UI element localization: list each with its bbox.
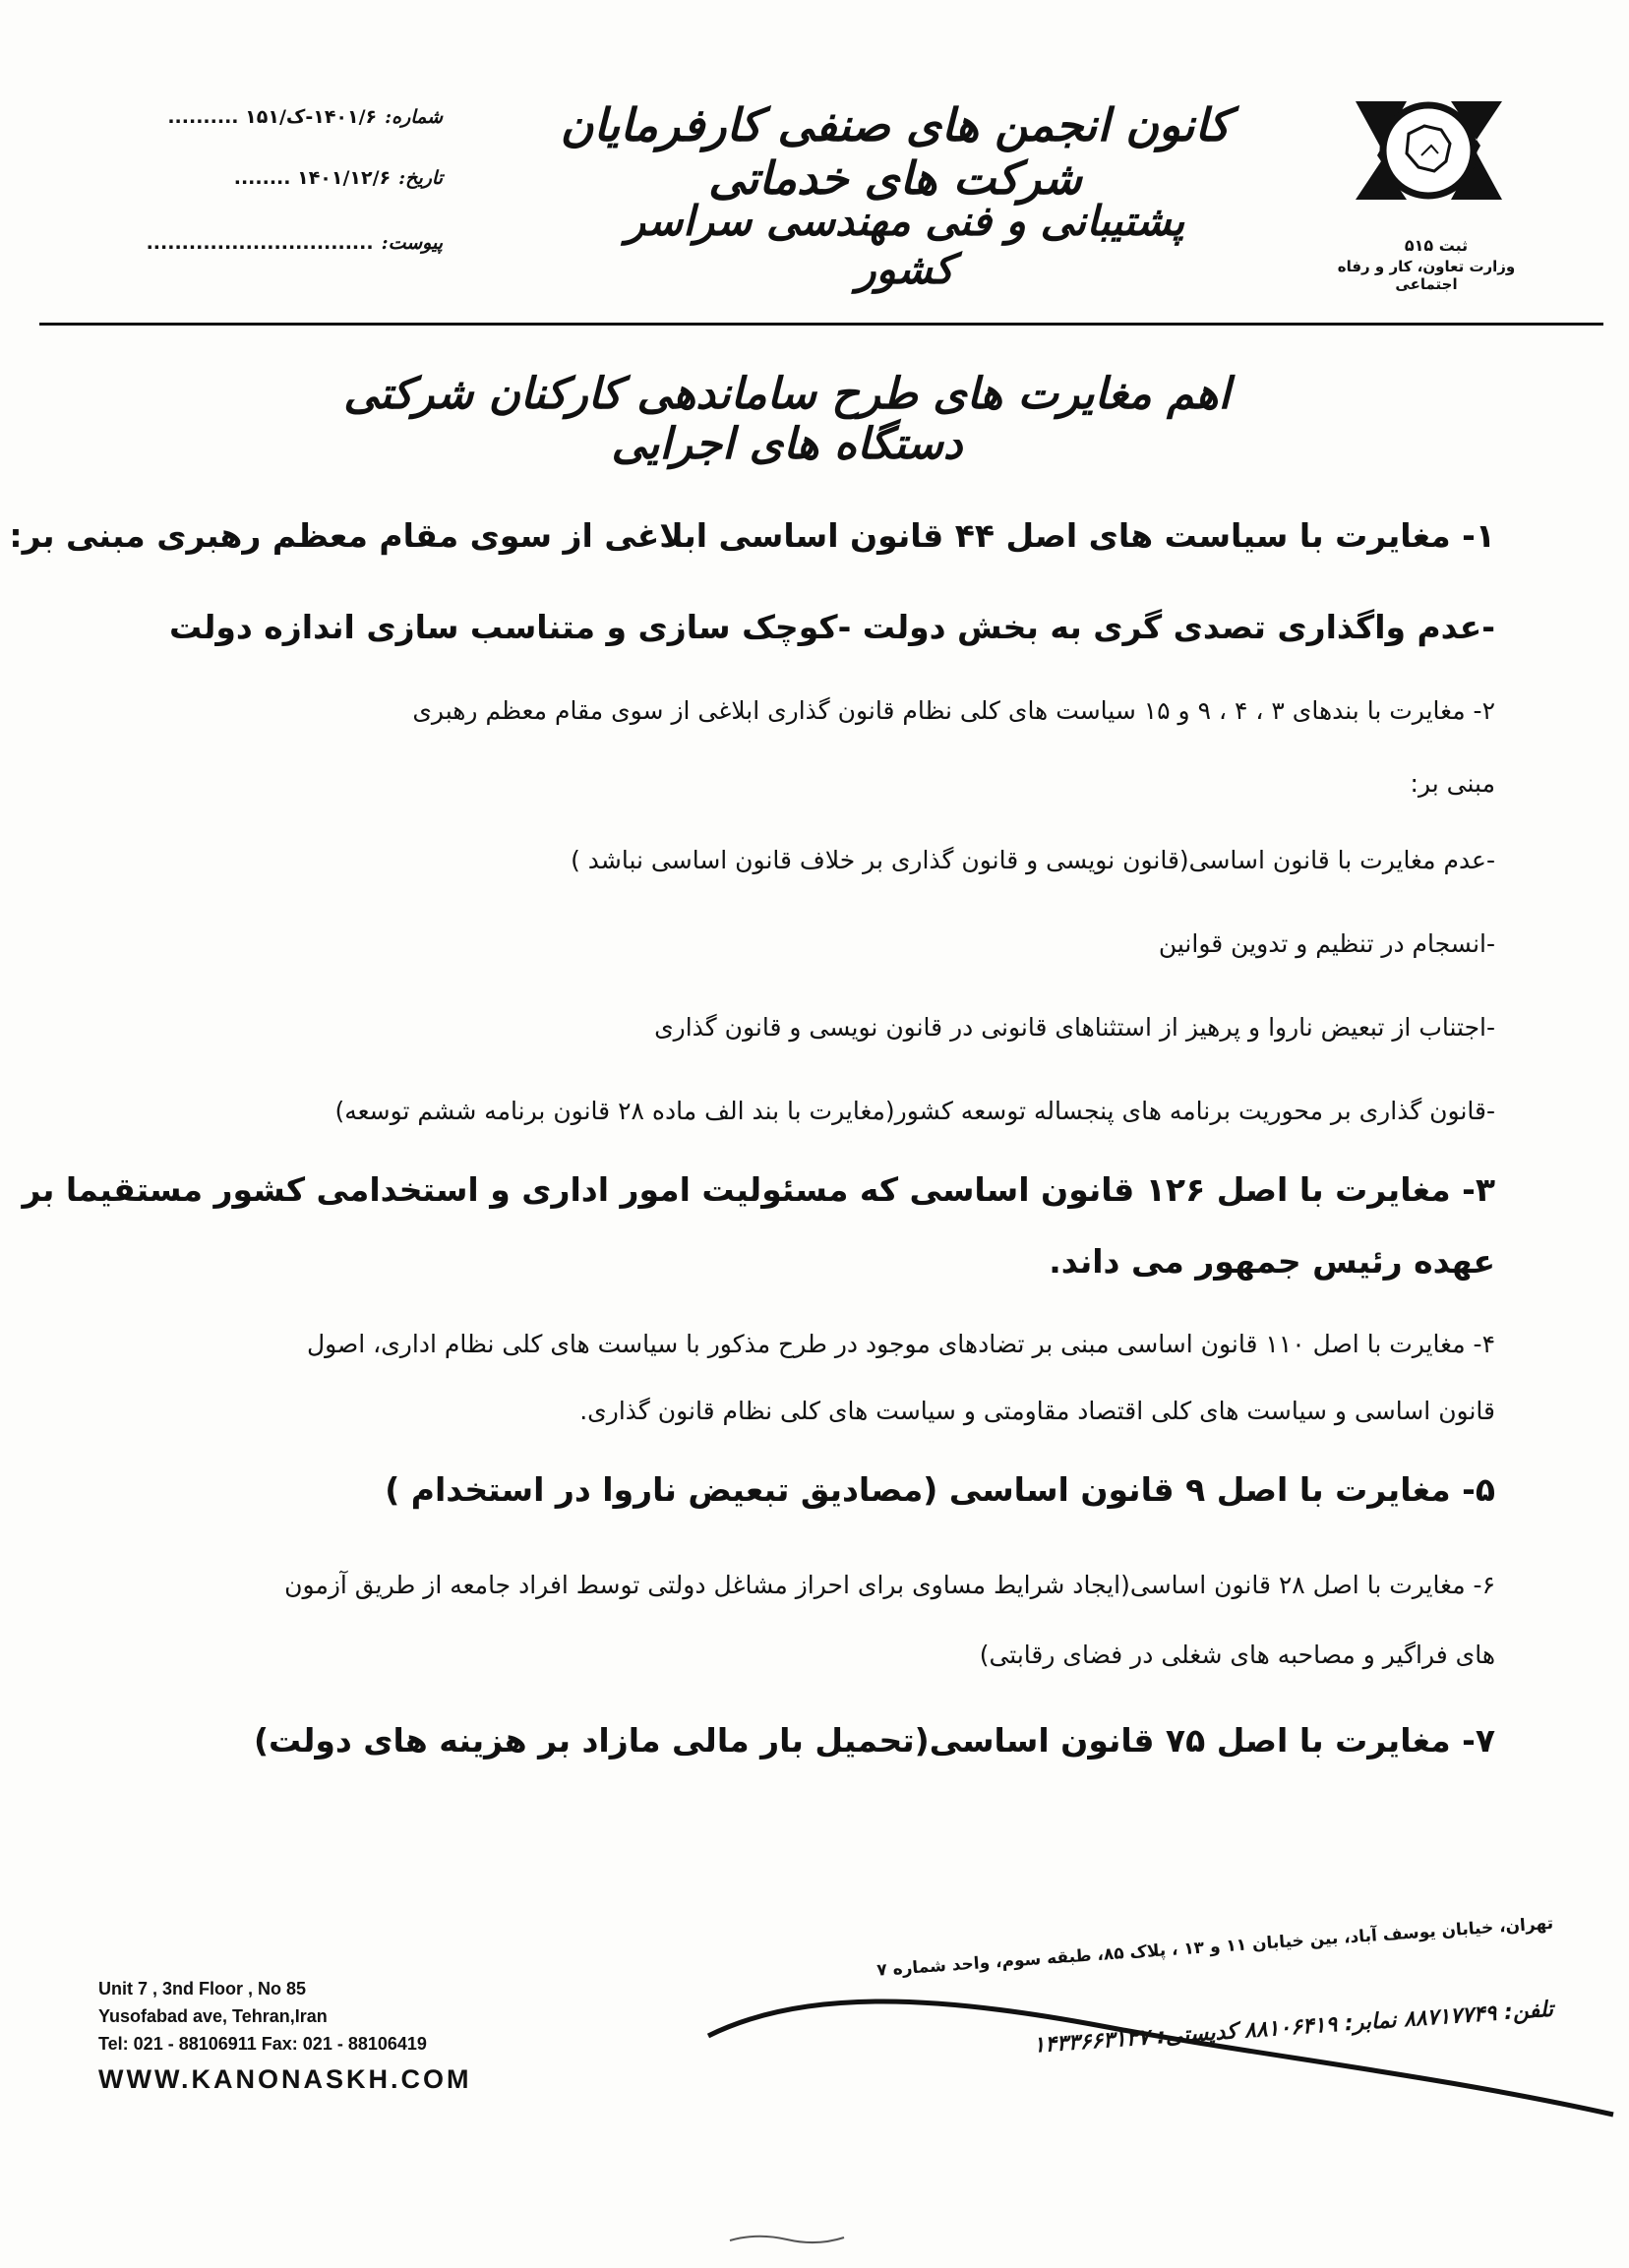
- attachment-value: ................................: [146, 232, 374, 254]
- attachment-label: پیوست:: [381, 232, 443, 254]
- header-divider: [39, 323, 1603, 326]
- letter-date: [128, 167, 443, 189]
- date-label: تاریخ:: [398, 167, 443, 189]
- item-1-detail: -عدم واگذاری تصدی گری به بخش دولت -کوچک سازی و متناسب سازی اندازه دولت: [169, 608, 1495, 646]
- document-title: اهم مغایرت های طرح ساماندهی کارکنان شرکتی دستگاه های اجرایی: [343, 369, 1231, 469]
- item-2-bullet-2: -انسجام در تنظیم و تدوین قوانین: [1158, 929, 1495, 958]
- item-5: ۵- مغایرت با اصل ۹ قانون اساسی (مصادیق تبعیض ناروا در استخدام ): [385, 1470, 1495, 1509]
- letterhead: [0, 0, 1629, 325]
- date-value: ۱۴۰۱/۱۲/۶ ........: [233, 167, 392, 189]
- item-2-bullet-3: -اجتناب از تبعیض ناروا و پرهیز از استثناهای قانونی در قانون نویسی و قانون گذاری: [654, 1013, 1495, 1042]
- registration-number: ثبت ۵۱۵: [1404, 236, 1469, 255]
- item-2-continued: مبنی بر:: [1410, 769, 1495, 798]
- item-2-bullet-4: -قانون گذاری بر محوریت برنامه های پنجساله توسعه کشور(مغایرت با بند الف ماده ۲۸ قانون برنامه ششم توسعه): [334, 1097, 1495, 1125]
- item-6-continued: های فراگیر و مصاحبه های شغلی در فضای رقابتی): [979, 1641, 1495, 1669]
- letter-attachment: [128, 232, 443, 254]
- organization-name: کانون انجمن های صنفی کارفرمایان شرکت های خدماتی: [560, 98, 1231, 205]
- footer-en-line-1: Unit 7 , 3nd Floor , No 85: [98, 1979, 307, 1999]
- footer-address-persian: تهران، خیابان یوسف آباد، بین خیابان ۱۱ و ۱۳ ، پلاک ۸۵، طبقه سوم، واحد شماره ۷: [875, 1913, 1554, 1981]
- scan-mark: [728, 2231, 846, 2246]
- item-3: ۳- مغایرت با اصل ۱۲۶ قانون اساسی که مسئولیت امور اداری و استخدامی کشور مستقیما بر: [22, 1170, 1495, 1209]
- footer-address-english: [98, 1975, 610, 2093]
- number-value: ۱۴۰۱/۶-ک/۱۵۱ ..........: [167, 106, 378, 128]
- item-1: ۱- مغایرت با سیاست های اصل ۴۴ قانون اساسی ابلاغی از سوی مقام معظم رهبری مبنی بر:: [9, 516, 1495, 555]
- footer-en-line-2: Yusofabad ave, Tehran,Iran: [98, 2006, 328, 2026]
- item-7: ۷- مغایرت با اصل ۷۵ قانون اساسی(تحمیل بار مالی مازاد بر هزینه های دولت): [253, 1721, 1495, 1760]
- footer-en-line-3: Tel: 021 - 88106911 Fax: 021 - 88106419: [98, 2034, 427, 2054]
- item-2: ۲- مغایرت با بندهای ۳ ، ۴ ، ۹ و ۱۵ سیاست های کلی نظام قانون گذاری ابلاغی از سوی مقام معظم رهبری: [412, 696, 1495, 725]
- footer-website: WWW.KANONASKH.COM: [98, 2064, 472, 2094]
- item-4: ۴- مغایرت با اصل ۱۱۰ قانون اساسی مبنی بر تضادهای موجود در طرح مذکور با سیاست های کلی نظام اداری، اصول: [306, 1330, 1495, 1358]
- item-3-continued: عهده رئیس جمهور می داند.: [1049, 1242, 1495, 1281]
- ministry-name: وزارت تعاون، کار و رفاه اجتماعی: [1337, 258, 1516, 293]
- item-2-bullet-1: -عدم مغایرت با قانون اساسی(قانون نویسی و قانون گذاری بر خلاف قانون اساسی نباشد ): [571, 846, 1495, 874]
- item-6: ۶- مغایرت با اصل ۲۸ قانون اساسی(ایجاد شرایط مساوی برای احراز مشاغل دولتی توسط افراد جامعه از طریق آزمون: [284, 1571, 1495, 1599]
- footer-contact-persian: تلفن: ۸۸۷۱۷۷۴۹ نمابر: ۸۸۱۰۶۴۱۹ کدپستی: ۱۴۳۳۶۶۳۱۳۷: [1032, 1997, 1554, 2059]
- organization-subtitle: پشتیبانی و فنی مهندسی سراسر کشور: [625, 197, 1185, 293]
- letter-number: [128, 106, 443, 128]
- organization-logo-icon: [1348, 87, 1510, 214]
- number-label: شماره:: [385, 106, 443, 128]
- item-4-continued: قانون اساسی و سیاست های کلی اقتصاد مقاومتی و سیاست های کلی نظام قانون گذاری.: [579, 1397, 1495, 1425]
